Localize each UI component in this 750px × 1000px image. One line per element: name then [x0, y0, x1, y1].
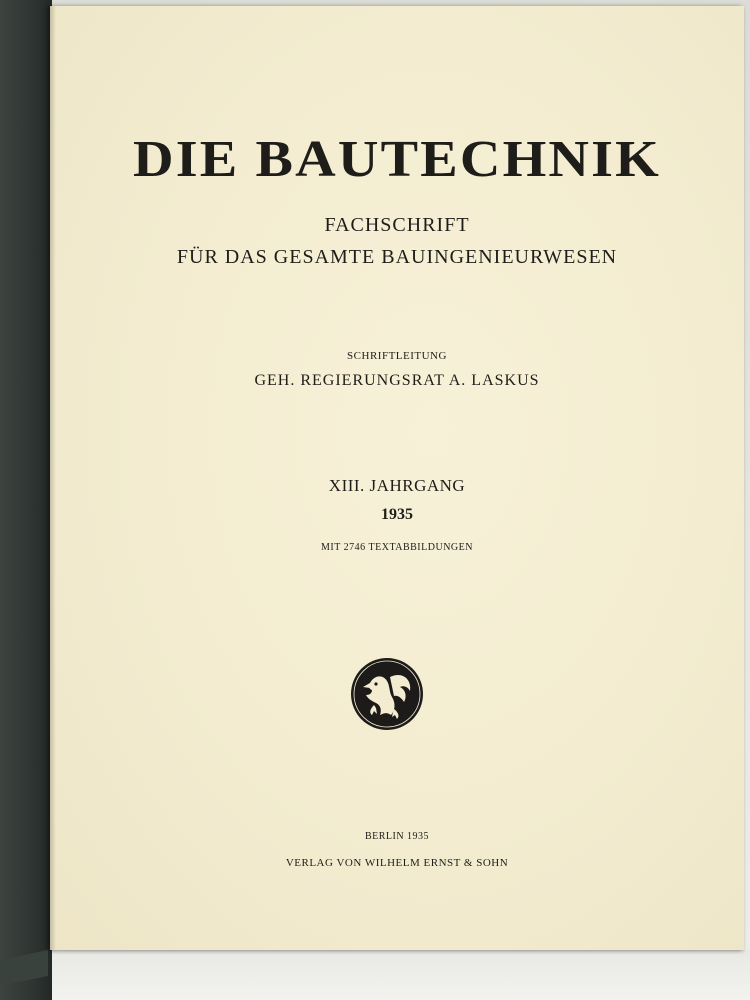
journal-subtitle-line1: FACHSCHRIFT	[324, 214, 470, 236]
table-surface	[0, 950, 750, 1000]
journal-title: DIE BAUTECHNIK	[133, 131, 661, 188]
griffin-emblem-icon	[350, 657, 424, 731]
editorship-label: SCHRIFTLEITUNG	[347, 350, 447, 362]
publisher-name: VERLAG VON WILHELM ERNST & SOHN	[285, 857, 509, 869]
title-page	[50, 6, 744, 950]
publication-place-year: BERLIN 1935	[364, 831, 430, 842]
volume-year: 1935	[381, 506, 413, 523]
illustration-count: MIT 2746 TEXTABBILDUNGEN	[321, 542, 473, 553]
journal-subtitle-line2: FÜR DAS GESAMTE BAUINGENIEURWESEN	[176, 246, 618, 268]
editor-name: GEH. REGIERUNGSRAT A. LASKUS	[254, 372, 540, 389]
volume-number: XIII. JAHRGANG	[328, 476, 466, 495]
page-gutter-shadow	[50, 6, 56, 950]
